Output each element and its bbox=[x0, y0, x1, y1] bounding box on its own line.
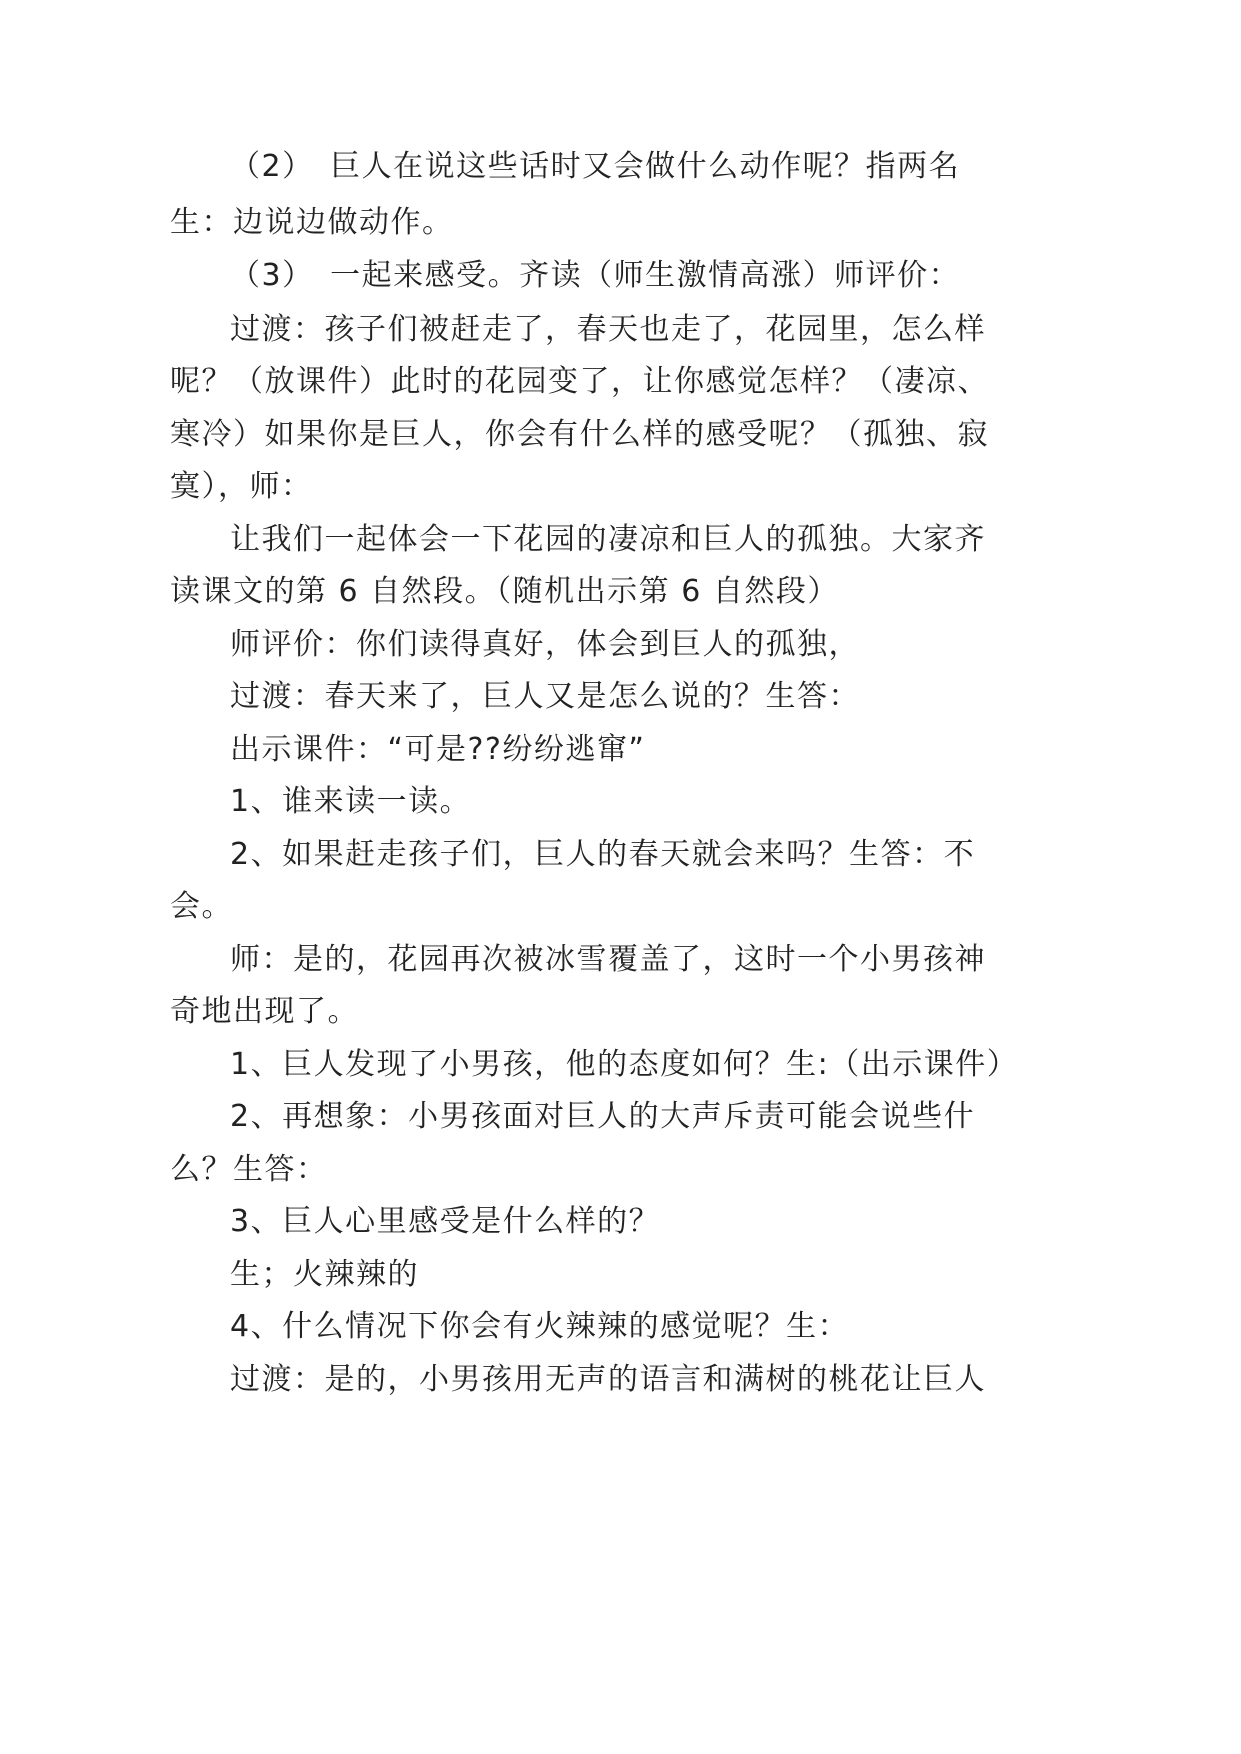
text-line: 寒冷）如果你是巨人，你会有什么样的感受呢？（孤独、寂 bbox=[170, 417, 989, 452]
text-line: 寞），师： bbox=[170, 469, 313, 504]
text-line: 读课文的第 6 自然段。（随机出示第 6 自然段） bbox=[170, 574, 839, 609]
text-line: 1、巨人发现了小男孩，他的态度如何？生:（出示课件） bbox=[230, 1047, 1019, 1082]
text-line: （2） 巨人在说这些话时又会做什么动作呢？指两名 bbox=[230, 149, 961, 184]
text-line: 出示课件：“可是??纷纷逃窜” bbox=[230, 732, 646, 767]
text-line: 过渡：孩子们被赶走了，春天也走了，花园里，怎么样 bbox=[230, 312, 986, 347]
text-line: 过渡：是的，小男孩用无声的语言和满树的桃花让巨人 bbox=[230, 1362, 986, 1397]
text-line: 师：是的，花园再次被冰雪覆盖了，这时一个小男孩神 bbox=[230, 942, 986, 977]
text-line: 过渡：春天来了，巨人又是怎么说的？生答： bbox=[230, 679, 860, 714]
text-line: 2、再想象：小男孩面对巨人的大声斥责可能会说些什 bbox=[230, 1099, 976, 1134]
text-line: 生；火辣辣的 bbox=[230, 1257, 419, 1292]
text-line: 师评价：你们读得真好，体会到巨人的孤独， bbox=[230, 627, 860, 662]
text-line: 4、什么情况下你会有火辣辣的感觉呢？生： bbox=[230, 1309, 850, 1344]
text-line: 1、谁来读一读。 bbox=[230, 784, 472, 819]
text-line: 3、巨人心里感受是什么样的？ bbox=[230, 1204, 661, 1239]
text-line: 呢？（放课件）此时的花园变了，让你感觉怎样？（凄凉、 bbox=[170, 364, 989, 399]
text-line: 2、如果赶走孩子们，巨人的春天就会来吗？生答：不 bbox=[230, 837, 976, 872]
text-line: 让我们一起体会一下花园的凄凉和巨人的孤独。大家齐 bbox=[230, 522, 986, 557]
text-line: 生：边说边做动作。 bbox=[170, 205, 454, 240]
text-line: 会。 bbox=[170, 889, 233, 924]
text-line: 么？生答： bbox=[170, 1152, 328, 1187]
text-line: （3） 一起来感受。齐读（师生激情高涨）师评价： bbox=[230, 258, 961, 293]
text-line: 奇地出现了。 bbox=[170, 994, 359, 1029]
